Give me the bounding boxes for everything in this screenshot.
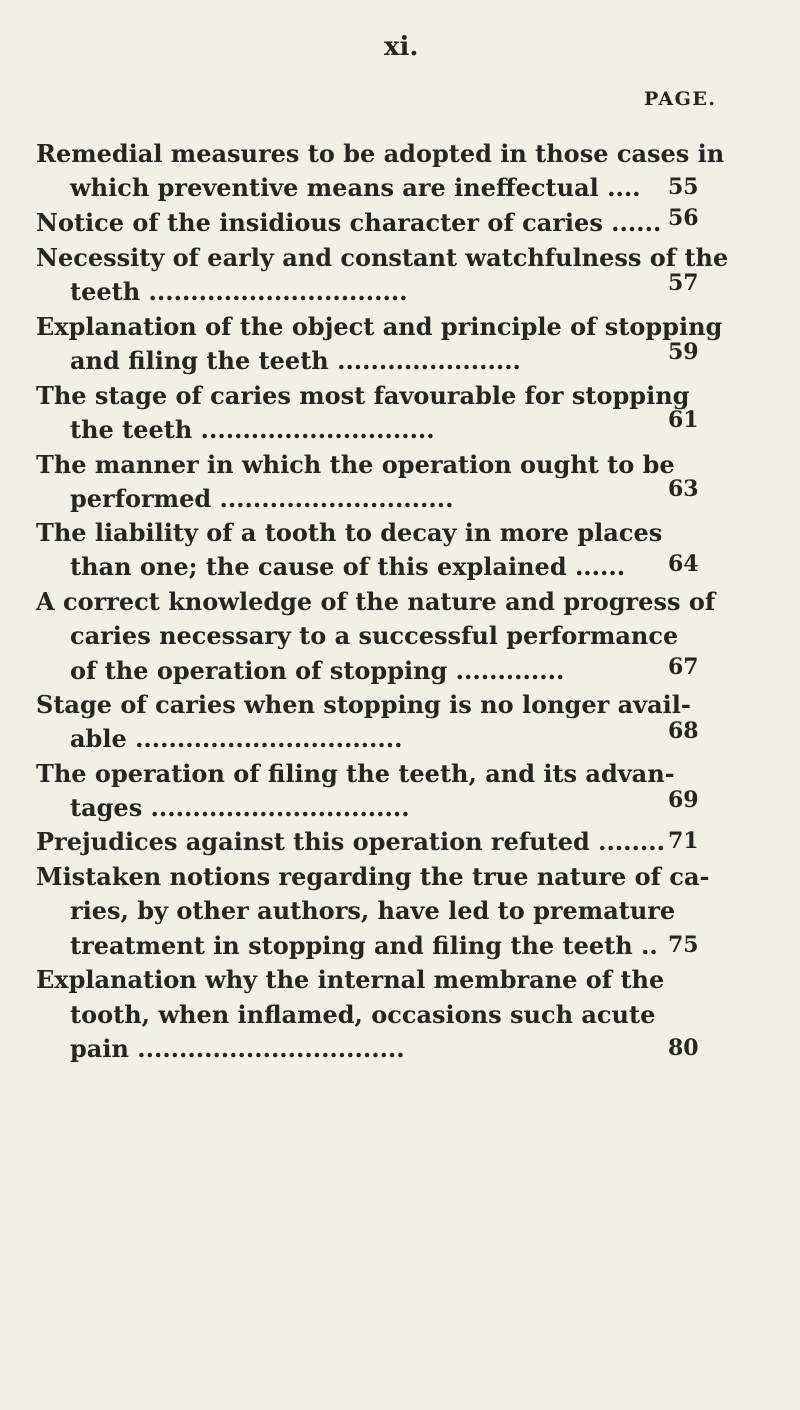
toc-page-ref: 80 xyxy=(668,1035,699,1061)
toc-entry-line: Explanation of the object and principle of stopping xyxy=(36,312,723,341)
toc-entry-line: Notice of the insidious character of caries ...... xyxy=(36,208,662,237)
toc-entry-line: The liability of a tooth to decay in more places xyxy=(36,518,663,547)
toc-entry-line: tages ............................... xyxy=(70,793,410,822)
toc-entry-line: and filing the teeth ...................... xyxy=(70,346,521,375)
toc-entry-line: The operation of filing the teeth, and its advan- xyxy=(36,759,675,788)
toc-entry-line: which preventive means are ineffectual .... xyxy=(70,173,641,202)
toc-entry-line: ries, by other authors, have led to premature xyxy=(70,896,676,925)
toc-entry-line: pain ................................ xyxy=(70,1034,405,1063)
toc-page-ref: 68 xyxy=(668,718,699,744)
toc-entry-line: Explanation why the internal membrane of the xyxy=(36,965,665,994)
toc-entry-line: A correct knowledge of the nature and progress of xyxy=(36,587,716,616)
toc-page-ref: 59 xyxy=(668,339,699,365)
toc-entry-line: treatment in stopping and filing the teeth .. xyxy=(70,931,658,960)
toc-entry-line: performed ............................ xyxy=(70,484,454,513)
toc-entry-line: Mistaken notions regarding the true nature of ca- xyxy=(36,862,710,891)
toc-entry-line: Necessity of early and constant watchfulness of the xyxy=(36,243,729,272)
toc-entry-line: Remedial measures to be adopted in those cases in xyxy=(36,139,725,168)
toc-page-ref: 55 xyxy=(668,174,699,200)
toc-entry-line: able ................................ xyxy=(70,724,403,753)
toc-page-ref: 69 xyxy=(668,787,699,813)
toc-page-ref: 56 xyxy=(668,205,699,231)
page-column-heading: PAGE. xyxy=(644,88,717,110)
toc-page-ref: 71 xyxy=(668,828,699,854)
toc-entry-line: Prejudices against this operation refuted ........ xyxy=(36,827,665,856)
page-number: xi. xyxy=(384,32,419,62)
toc-entry-line: of the operation of stopping ............. xyxy=(70,656,565,685)
toc-entry-line: teeth ............................... xyxy=(70,277,408,306)
toc-entry-line: the teeth ............................ xyxy=(70,415,435,444)
toc-entry-line: The stage of caries most favourable for stopping xyxy=(36,381,690,410)
toc-page-ref: 57 xyxy=(668,270,699,296)
toc-entry-line: caries necessary to a successful performance xyxy=(70,621,679,650)
toc-page-ref: 63 xyxy=(668,476,699,502)
toc-page-ref: 75 xyxy=(668,932,699,958)
toc-entry-line: Stage of caries when stopping is no longer avail- xyxy=(36,690,691,719)
toc-entry-line: than one; the cause of this explained ...... xyxy=(70,552,626,581)
toc-page-ref: 61 xyxy=(668,407,699,433)
toc-page-ref: 64 xyxy=(668,551,699,577)
toc-page-ref: 67 xyxy=(668,654,699,680)
toc-entry-line: The manner in which the operation ought to be xyxy=(36,450,675,479)
toc-entry-line: tooth, when inflamed, occasions such acute xyxy=(70,1000,656,1029)
